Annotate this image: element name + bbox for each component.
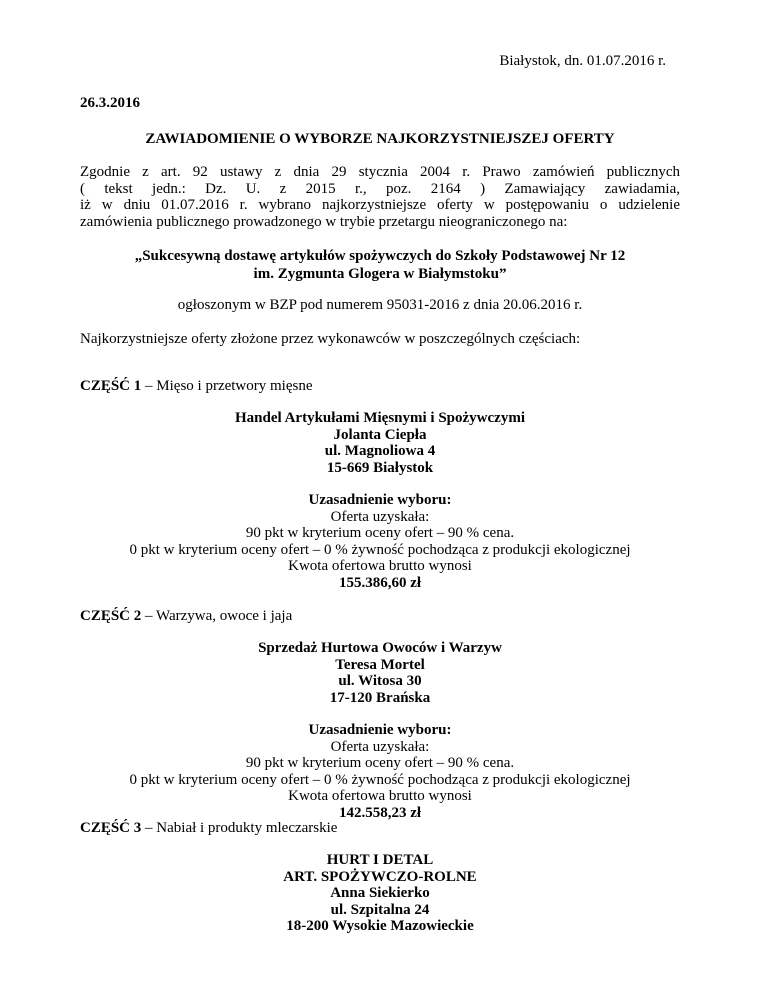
amount-prefix: Kwota ofertowa brutto wynosi	[288, 788, 472, 805]
part-description: – Mięso i przetwory mięsne	[141, 378, 313, 394]
tender-subject-line: im. Zygmunta Glogera w Białymstoku”	[253, 266, 507, 282]
contractor-line: 15-669 Białystok	[326, 459, 434, 476]
intro-line: zamówienia publicznego prowadzonego w trybie przetargu nieograniczonego na:	[80, 213, 568, 230]
part-description: – Nabiał i produkty mleczarskie	[141, 820, 338, 836]
contractor-line: Anna Siekierko	[330, 885, 430, 902]
contractor-line: Teresa Mortel	[335, 656, 425, 673]
justification-title: Uzasadnienie wyboru:	[308, 492, 452, 508]
justification-title: Uzasadnienie wyboru:	[308, 722, 452, 738]
offer-amount-line	[80, 788, 680, 821]
document-title: ZAWIADOMIENIE O WYBORZE NAJKORZYSTNIEJSZEJ OFERTY	[145, 131, 615, 147]
part-1-contractor	[80, 410, 680, 476]
part-2-heading	[80, 607, 292, 625]
document-date: Białystok, dn. 01.07.2016 r.	[499, 53, 666, 69]
criterion-price: 90 pkt w kryterium oceny ofert – 90 % cena.	[245, 525, 515, 542]
contractor-line: Jolanta Ciepła	[333, 426, 427, 443]
offer-amount: 155.386,60 zł	[338, 574, 422, 591]
contractor-line: 18-200 Wysokie Mazowieckie	[286, 918, 474, 935]
offers-lead-text: Najkorzystniejsze oferty złożone przez wykonawców w poszczególnych częściach:	[80, 331, 581, 347]
offer-amount-line	[80, 558, 680, 591]
contractor-line: 17-120 Brańska	[329, 689, 431, 706]
tender-subject-line: „Sukcesywną dostawę artykułów spożywczych do Szkoły Podstawowej Nr 12	[134, 248, 626, 264]
part-1-justification	[80, 492, 680, 592]
tender-subject	[80, 247, 680, 283]
offer-received: Oferta uzyskała:	[330, 738, 430, 755]
reference-number: 26.3.2016	[80, 95, 140, 111]
criterion-eco: 0 pkt w kryterium oceny ofert – 0 % żywność pochodząca z produkcji ekologicznej	[129, 771, 631, 788]
contractor-line: ul. Witosa 30	[338, 673, 422, 690]
offer-amount: 142.558,23 zł	[338, 804, 422, 821]
criterion-price: 90 pkt w kryterium oceny ofert – 90 % cena.	[245, 755, 515, 772]
contractor-line: HURT I DETAL	[326, 852, 434, 868]
contractor-line: Handel Artykułami Mięsnymi i Spożywczymi	[235, 410, 525, 426]
part-label: CZĘŚĆ 2	[80, 608, 142, 624]
document-page	[80, 0, 680, 994]
part-2-justification	[80, 722, 680, 822]
contractor-line: Sprzedaż Hurtowa Owoców i Warzyw	[258, 640, 502, 656]
intro-line: ( tekst jedn.: Dz. U. z 2015 r., poz. 2164 ) Zamawiający zawiadamia,	[80, 180, 680, 197]
criterion-eco: 0 pkt w kryterium oceny ofert – 0 % żywność pochodząca z produkcji ekologicznej	[129, 541, 631, 558]
contractor-line: ul. Magnoliowa 4	[324, 443, 436, 460]
part-3-contractor	[80, 852, 680, 935]
part-2-contractor	[80, 640, 680, 706]
intro-line: iż w dniu 01.07.2016 r. wybrano najkorzystniejsze oferty w postępowaniu o udzielenie	[80, 197, 680, 213]
intro-line: Zgodnie z art. 92 ustawy z dnia 29 stycznia 2004 r. Prawo zamówień publicznych	[80, 164, 680, 180]
contractor-line: ul. Szpitalna 24	[330, 901, 430, 918]
part-1-heading	[80, 377, 313, 395]
bzp-announcement: ogłoszonym w BZP pod numerem 95031-2016 z dnia 20.06.2016 r.	[177, 297, 583, 313]
offer-received: Oferta uzyskała:	[330, 508, 430, 525]
part-label: CZĘŚĆ 1	[80, 378, 142, 394]
part-description: – Warzywa, owoce i jaja	[141, 608, 293, 624]
amount-prefix: Kwota ofertowa brutto wynosi	[288, 558, 472, 575]
part-3-heading	[80, 819, 337, 837]
part-label: CZĘŚĆ 3	[80, 820, 142, 836]
intro-paragraph	[80, 164, 680, 230]
contractor-line: ART. SPOŻYWCZO-ROLNE	[283, 868, 477, 885]
